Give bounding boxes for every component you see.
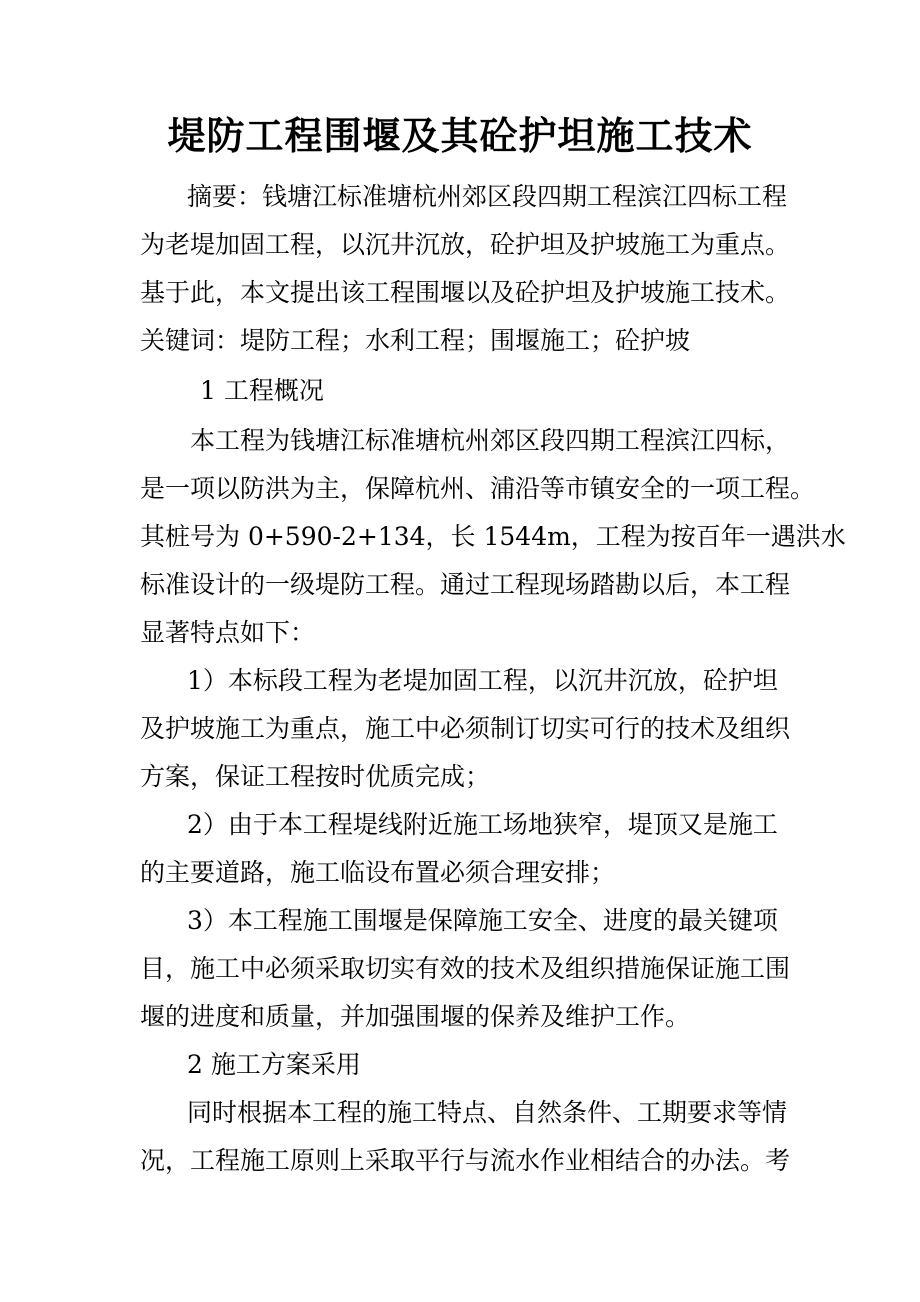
section-heading-1: 1 工程概况 bbox=[200, 376, 324, 405]
point-2-line-1: 2）由于本工程堤线附近施工场地狭窄，堤顶又是施工 bbox=[187, 810, 778, 839]
overview-line-2: 是一项以防洪为主，保障杭州、浦沿等市镇安全的一项工程。 bbox=[140, 474, 816, 503]
overview-line-4: 标准设计的一级堤防工程。通过工程现场踏勘以后，本工程 bbox=[140, 570, 791, 599]
point-3-line-1: 3）本工程施工围堰是保障施工安全、进度的最关键项 bbox=[187, 906, 778, 935]
plan-line-2: 况，工程施工原则上采取平行与流水作业相结合的办法。考 bbox=[140, 1146, 791, 1175]
overview-line-5: 显著特点如下： bbox=[140, 618, 316, 647]
abstract-line-1: 摘要：钱塘江标准塘杭州郊区段四期工程滨江四标工程 bbox=[187, 182, 788, 211]
overview-line-1: 本工程为钱塘江标准塘杭州郊区段四期工程滨江四标， bbox=[190, 426, 791, 455]
document-title: 堤防工程围堰及其砼护坦施工技术 bbox=[167, 113, 753, 158]
point-3-line-2: 目，施工中必须采取切实有效的技术及组织措施保证施工围 bbox=[140, 954, 791, 983]
abstract-line-2: 为老堤加固工程，以沉井沉放，砼护坦及护坡施工为重点。 bbox=[140, 230, 791, 259]
overview-line-3: 其桩号为 0+590-2+134，长 1544m，工程为按百年一遇洪水 bbox=[140, 522, 846, 551]
plan-line-1: 同时根据本工程的施工特点、自然条件、工期要求等情 bbox=[187, 1098, 788, 1127]
point-1-line-1: 1）本标段工程为老堤加固工程，以沉井沉放，砼护坦 bbox=[187, 666, 778, 695]
abstract-line-3: 基于此，本文提出该工程围堰以及砼护坦及护坡施工技术。 bbox=[140, 278, 791, 307]
keywords-line: 关键词：堤防工程；水利工程；围堰施工；砼护坡 bbox=[140, 326, 691, 355]
point-3-line-3: 堰的进度和质量，并加强围堰的保养及维护工作。 bbox=[140, 1002, 691, 1031]
point-1-line-3: 方案，保证工程按时优质完成； bbox=[140, 762, 491, 791]
section-heading-2: 2 施工方案采用 bbox=[187, 1050, 361, 1079]
point-2-line-2: 的主要道路，施工临设布置必须合理安排； bbox=[140, 858, 616, 887]
point-1-line-2: 及护坡施工为重点，施工中必须制订切实可行的技术及组织 bbox=[140, 714, 791, 743]
